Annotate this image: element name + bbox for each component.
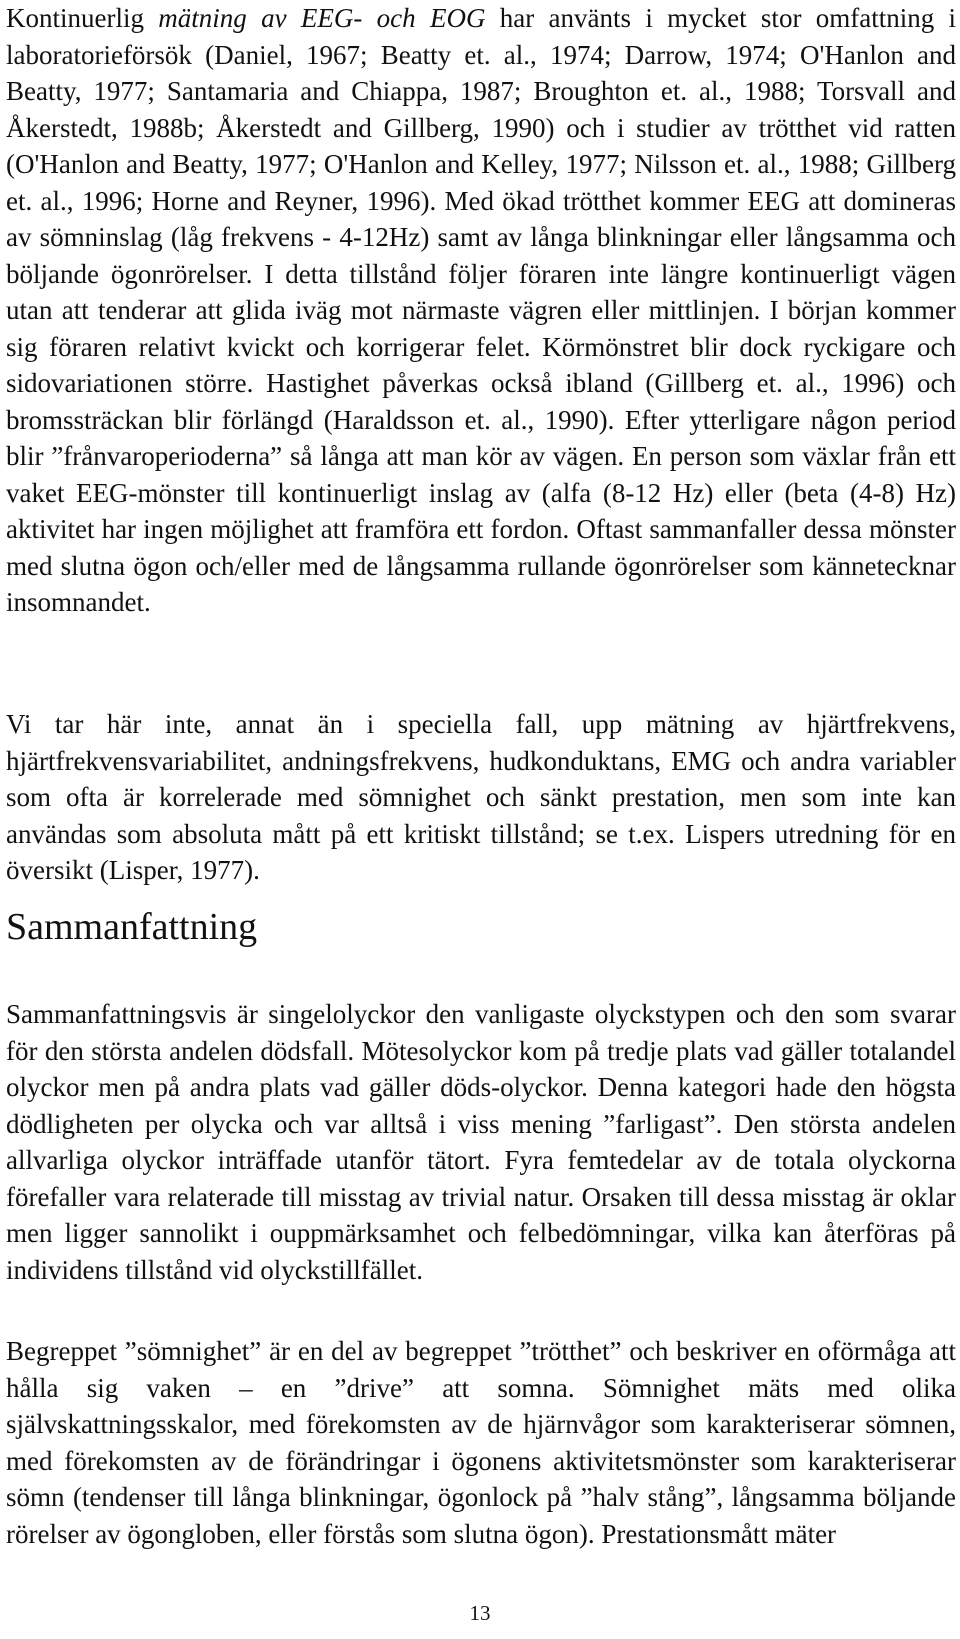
paragraph-summary: Sammanfattningsvis är singelolyckor den vanligaste olyckstypen och den som svarar för den största andelen dödsfall. Mötesolyckor kom på tredje plats vad gäller totalandel olyckor men på andra plats vad gäller döds-olyckor. Denna kategori hade den högsta dödligheten per olycka och var alltså i viss mening ”farligast”. Den största andelen allvarliga olyckor inträffade utanför tätort. Fyra femtedelar av de totala olyckorna förefaller vara relaterade till misstag av trivial natur. Orsaken till dessa misstag är oklar men ligger sannolikt i ouppmärksamhet och felbedömningar, vilka kan återföras på individens tillstånd vid olyckstillfället. — [6, 999, 956, 1285]
italic-phrase: mätning av EEG- och EOG — [158, 3, 486, 33]
paragraph-body-text: har använts i mycket stor omfattning i laboratorieförsök (Daniel, 1967; Beatty et. al., 1974; Darrow, 1974; O'Hanlon and Beatty, 1977; Santamaria and Chiappa, 1987; Broughton et. al., 1988; Torsvall and Åkerstedt, 1988b; Åkerstedt and Gillberg, 1990) och i studier av trötthet vid ratten (O'Hanlon and Beatty, 1977; O'Hanlon and Kelley, 1977; Nilsson et. al., 1988; Gillberg et. al., 1996; Horne and Reyner, 1996). Med ökad trötthet kommer EEG att domineras av sömninslag (låg frekvens - 4-12Hz) samt av långa blinkningar eller långsamma och böljande ögonrörelser. I detta tillstånd följer föraren inte längre kontinuerligt vägen utan att tenderar att glida iväg mot närmaste vägren eller mittlinjen. I början kommer sig föraren relativt kvickt och korrigerar felet. Körmönstret blir dock ryckigare och sidovariationen större. Hastighet påverkas också ibland (Gillberg et. al., 1996) och bromssträckan blir förlängd (Haraldsson et. al., 1990). Efter ytterligare någon period blir ”frånvaroperioderna” så långa att man kör av vägen. En person som växlar från ett vaket EEG-mönster till kontinuerligt inslag av (alfa (8-12 Hz) eller (beta (4-8) Hz) aktivitet har ingen möjlighet att framföra ett fordon. Oftast sammanfaller dessa mönster med slutna ögon och/eller med de långsamma rullande ögonrörelser som kännetecknar insomnandet. — [6, 3, 957, 617]
paragraph-sleepiness-concept: Begreppet ”sömnighet” är en del av begreppet ”trötthet” och beskriver en oförmåga att hålla sig vaken – en ”drive” att somna. Sömnighet mäts med olika självskattningsskalor, med förekomsten av de hjärnvågor som karakteriserar sömnen, med förekomsten av de förändringar i ögonens aktivitetsmönster som karakteriserar sömn (tendenser till långa blinkningar, ögonlock på ”halv stång”, långsamma böljande rörelser av ögongloben, eller förstås som slutna ögon). Prestationsmått mäter — [6, 1336, 956, 1549]
paragraph-other-variables: Vi tar här inte, annat än i speciella fall, upp mätning av hjärtfrekvens, hjärtfrekvensvariabilitet, andningsfrekvens, hudkonduktans, EMG och andra variabler som ofta är korrelerade med sömnighet och sänkt prestation, men som inte kan användas som absoluta mått på ett kritiskt tillstånd; se t.ex. Lispers utredning för en översikt (Lisper, 1977). — [6, 709, 956, 885]
section-heading: Sammanfattning — [6, 906, 258, 948]
paragraph-eeg-eog-measurement — [6, 0, 956, 621]
paragraph-start-text: Kontinuerlig — [6, 3, 144, 33]
page-number: 13 — [469, 1601, 491, 1625]
